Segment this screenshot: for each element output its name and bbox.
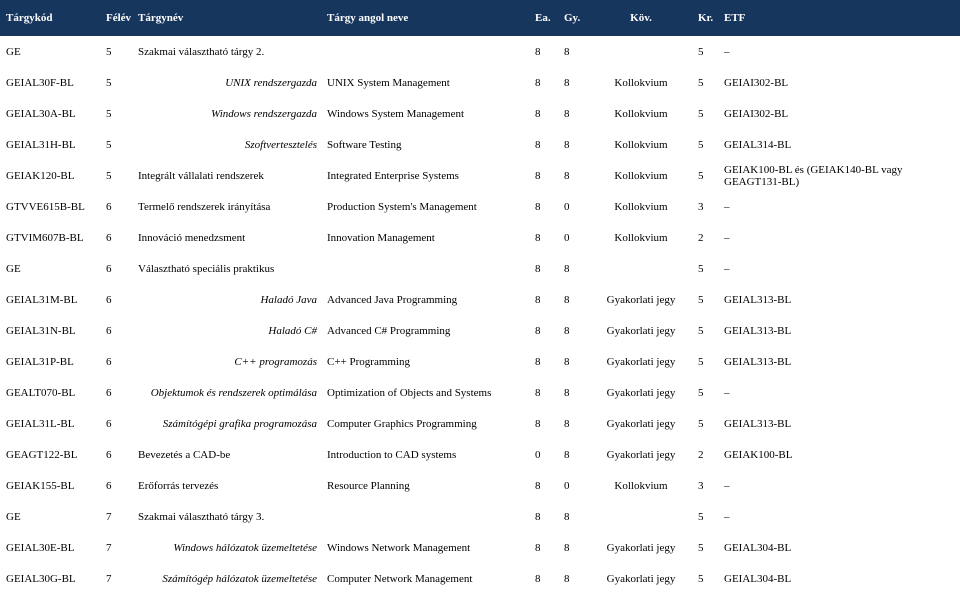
cell-code: GEIAL30A-BL	[6, 107, 76, 120]
cell-gy: 8	[564, 293, 570, 306]
cell-name: Objektumok és rendszerek optimálása	[150, 386, 317, 399]
cell-english-name: Computer Network Management	[327, 572, 473, 585]
table-row	[0, 36, 960, 67]
cell-ea: 8	[535, 138, 541, 151]
header-ea: Ea.	[535, 12, 551, 24]
cell-name: Szakmai választható tárgy 3.	[138, 510, 265, 523]
table-row	[0, 253, 960, 284]
cell-kr: 5	[698, 510, 704, 523]
cell-gy: 0	[564, 231, 570, 244]
cell-ea: 8	[535, 262, 541, 275]
table-row	[0, 284, 960, 315]
cell-name: Haladó Java	[260, 293, 317, 306]
cell-ea: 8	[535, 76, 541, 89]
cell-name: Haladó C#	[268, 324, 317, 337]
cell-semester: 5	[106, 107, 112, 120]
table-row	[0, 377, 960, 408]
cell-kr: 5	[698, 541, 704, 554]
cell-name: Windows hálózatok üzemeltetése	[173, 541, 317, 554]
cell-code: GTVIM607B-BL	[6, 231, 84, 244]
cell-name: Windows rendszergazda	[211, 107, 317, 120]
cell-kov	[590, 253, 692, 284]
cell-etf: –	[724, 479, 730, 492]
cell-english-name: Introduction to CAD systems	[327, 448, 457, 461]
cell-ea: 8	[535, 355, 541, 368]
table-row	[0, 439, 960, 470]
cell-english-name: Advanced C# Programming	[327, 324, 451, 337]
cell-kr: 2	[698, 231, 704, 244]
cell-code: GTVVE615B-BL	[6, 200, 85, 213]
cell-kov: Gyakorlati jegy	[606, 355, 676, 368]
table-body	[0, 36, 960, 594]
cell-semester: 6	[106, 324, 112, 337]
cell-kov: Gyakorlati jegy	[606, 541, 676, 554]
cell-english-name: Resource Planning	[327, 479, 410, 492]
header-code: Tárgykód	[6, 12, 53, 24]
cell-ea: 8	[535, 169, 541, 182]
table-row	[0, 532, 960, 563]
cell-kov	[590, 501, 692, 532]
cell-ea: 8	[535, 293, 541, 306]
cell-etf: –	[724, 510, 730, 523]
cell-kov: Kollokvium	[614, 231, 668, 244]
cell-ea: 8	[535, 386, 541, 399]
cell-semester: 6	[106, 262, 112, 275]
cell-kr: 5	[698, 324, 704, 337]
cell-etf: –	[724, 200, 730, 213]
cell-etf: GEIAL313-BL	[724, 324, 792, 337]
cell-gy: 8	[564, 262, 570, 275]
cell-kov: Gyakorlati jegy	[606, 572, 676, 585]
cell-semester: 6	[106, 417, 112, 430]
header-gy: Gy.	[564, 12, 581, 24]
cell-kov: Gyakorlati jegy	[606, 448, 676, 461]
cell-name: Szoftvertesztelés	[244, 138, 317, 151]
cell-name: Számítógép hálózatok üzemeltetése	[162, 572, 317, 585]
cell-english-name: Windows Network Management	[327, 541, 471, 554]
cell-ea: 8	[535, 572, 541, 585]
cell-gy: 8	[564, 355, 570, 368]
cell-code: GEAGT122-BL	[6, 448, 78, 461]
cell-code: GEIAK155-BL	[6, 479, 75, 492]
cell-code: GEIAK120-BL	[6, 169, 75, 182]
cell-english-name: Integrated Enterprise Systems	[327, 169, 459, 182]
cell-english-name: Software Testing	[327, 138, 402, 151]
cell-gy: 8	[564, 417, 570, 430]
cell-gy: 8	[564, 448, 570, 461]
cell-name: Bevezetés a CAD-be	[138, 448, 231, 461]
cell-gy: 8	[564, 45, 570, 58]
cell-gy: 8	[564, 510, 570, 523]
cell-semester: 6	[106, 200, 112, 213]
cell-gy: 8	[564, 107, 570, 120]
cell-etf: –	[724, 231, 730, 244]
cell-gy: 0	[564, 200, 570, 213]
cell-semester: 5	[106, 45, 112, 58]
cell-kr: 5	[698, 386, 704, 399]
cell-semester: 6	[106, 479, 112, 492]
cell-etf: –	[724, 262, 730, 275]
cell-code: GEIAL31N-BL	[6, 324, 76, 337]
header-name: Tárgynév	[138, 12, 184, 24]
cell-ea: 8	[535, 417, 541, 430]
cell-ea: 8	[535, 541, 541, 554]
cell-gy: 8	[564, 76, 570, 89]
cell-code: GEIAL31P-BL	[6, 355, 74, 368]
cell-kov: Kollokvium	[614, 76, 668, 89]
cell-name: Integrált vállalati rendszerek	[138, 169, 264, 182]
cell-name: Termelő rendszerek irányítása	[138, 200, 271, 213]
cell-semester: 6	[106, 386, 112, 399]
cell-english-name: Advanced Java Programming	[327, 293, 458, 306]
cell-english-name: Windows System Management	[327, 107, 465, 120]
table-row	[0, 160, 960, 191]
header-row	[0, 0, 960, 36]
cell-english-name: C++ Programming	[327, 355, 410, 368]
cell-gy: 0	[564, 479, 570, 492]
cell-code: GE	[6, 510, 21, 523]
cell-kr: 3	[698, 200, 704, 213]
cell-kr: 5	[698, 293, 704, 306]
cell-english-name	[321, 253, 529, 284]
cell-english-name: UNIX System Management	[327, 76, 450, 89]
cell-kov: Kollokvium	[614, 138, 668, 151]
header-etf: ETF	[724, 12, 746, 24]
cell-semester: 6	[106, 293, 112, 306]
cell-code: GEIAL31L-BL	[6, 417, 75, 430]
cell-semester: 6	[106, 355, 112, 368]
cell-ea: 8	[535, 107, 541, 120]
cell-name: C++ programozás	[234, 355, 317, 368]
cell-code: GEIAL31M-BL	[6, 293, 78, 306]
cell-etf: GEIAI302-BL	[724, 76, 789, 89]
cell-english-name	[321, 501, 529, 532]
cell-kr: 5	[698, 107, 704, 120]
header-kov: Köv.	[630, 12, 652, 24]
cell-english-name: Production System's Management	[327, 200, 477, 213]
table-row	[0, 346, 960, 377]
table-row	[0, 501, 960, 532]
cell-semester: 5	[106, 76, 112, 89]
cell-name: Szakmai választható tárgy 2.	[138, 45, 265, 58]
cell-semester: 6	[106, 231, 112, 244]
cell-english-name: Innovation Management	[327, 231, 435, 244]
cell-gy: 8	[564, 572, 570, 585]
cell-etf: GEIAK100-BL	[724, 448, 793, 461]
cell-kov: Kollokvium	[614, 200, 668, 213]
cell-ea: 8	[535, 231, 541, 244]
cell-code: GEIAL31H-BL	[6, 138, 76, 151]
cell-code: GE	[6, 262, 21, 275]
cell-kov: Gyakorlati jegy	[606, 293, 676, 306]
cell-ea: 8	[535, 510, 541, 523]
cell-etf: GEIAL304-BL	[724, 572, 792, 585]
cell-semester: 5	[106, 138, 112, 151]
cell-kov: Kollokvium	[614, 479, 668, 492]
table-row	[0, 222, 960, 253]
cell-kr: 5	[698, 262, 704, 275]
table-row	[0, 470, 960, 501]
table-row	[0, 191, 960, 222]
cell-etf: –	[724, 386, 730, 399]
cell-name: Számítógépi grafika programozása	[162, 417, 317, 430]
table-row	[0, 67, 960, 98]
cell-kov: Gyakorlati jegy	[606, 386, 676, 399]
cell-semester: 7	[106, 510, 112, 523]
cell-code: GEIAL30G-BL	[6, 572, 76, 585]
cell-gy: 8	[564, 169, 570, 182]
cell-kr: 3	[698, 479, 704, 492]
cell-kr: 5	[698, 45, 704, 58]
cell-semester: 7	[106, 572, 112, 585]
table-row	[0, 98, 960, 129]
cell-etf: GEIAI302-BL	[724, 107, 789, 120]
cell-gy: 8	[564, 138, 570, 151]
header-semester: Félév	[106, 12, 132, 24]
cell-kov: Kollokvium	[614, 169, 668, 182]
cell-gy: 8	[564, 386, 570, 399]
cell-english-name: Computer Graphics Programming	[327, 417, 477, 430]
header-kr: Kr.	[698, 12, 714, 24]
cell-name: Innováció menedzsment	[138, 231, 246, 244]
cell-semester: 7	[106, 541, 112, 554]
cell-etf: GEIAL313-BL	[724, 293, 792, 306]
cell-code: GEIAL30F-BL	[6, 76, 74, 89]
cell-etf: –	[724, 45, 730, 58]
header-english-name: Tárgy angol neve	[327, 12, 409, 24]
cell-code: GEALT070-BL	[6, 386, 76, 399]
cell-code: GE	[6, 45, 21, 58]
cell-code: GEIAL30E-BL	[6, 541, 75, 554]
cell-ea: 8	[535, 200, 541, 213]
cell-ea: 0	[535, 448, 541, 461]
cell-kov: Gyakorlati jegy	[606, 417, 676, 430]
cell-name: UNIX rendszergazda	[225, 76, 317, 89]
cell-kr: 5	[698, 169, 704, 182]
table-row	[0, 129, 960, 160]
cell-etf: GEIAL304-BL	[724, 541, 792, 554]
cell-semester: 6	[106, 448, 112, 461]
cell-kov: Gyakorlati jegy	[606, 324, 676, 337]
cell-kov: Kollokvium	[614, 107, 668, 120]
cell-gy: 8	[564, 541, 570, 554]
cell-kr: 5	[698, 138, 704, 151]
cell-etf: GEIAL314-BL	[724, 138, 792, 151]
cell-ea: 8	[535, 45, 541, 58]
cell-ea: 8	[535, 479, 541, 492]
cell-name: Erőforrás tervezés	[138, 479, 219, 492]
cell-english-name: Optimization of Objects and Systems	[327, 386, 492, 399]
table-row	[0, 563, 960, 594]
cell-kr: 2	[698, 448, 704, 461]
cell-name: Választható speciális praktikus	[138, 262, 275, 275]
cell-etf: GEIAK100-BL és (GEIAK140-BL vagy GEAGT131-BL)	[724, 163, 903, 188]
cell-kr: 5	[698, 355, 704, 368]
cell-english-name	[321, 36, 529, 67]
cell-gy: 8	[564, 324, 570, 337]
cell-ea: 8	[535, 324, 541, 337]
cell-kov	[590, 36, 692, 67]
cell-etf: GEIAL313-BL	[724, 417, 792, 430]
cell-etf: GEIAL313-BL	[724, 355, 792, 368]
cell-kr: 5	[698, 417, 704, 430]
cell-semester: 5	[106, 169, 112, 182]
table-row	[0, 315, 960, 346]
cell-kr: 5	[698, 572, 704, 585]
cell-kr: 5	[698, 76, 704, 89]
table-row	[0, 408, 960, 439]
